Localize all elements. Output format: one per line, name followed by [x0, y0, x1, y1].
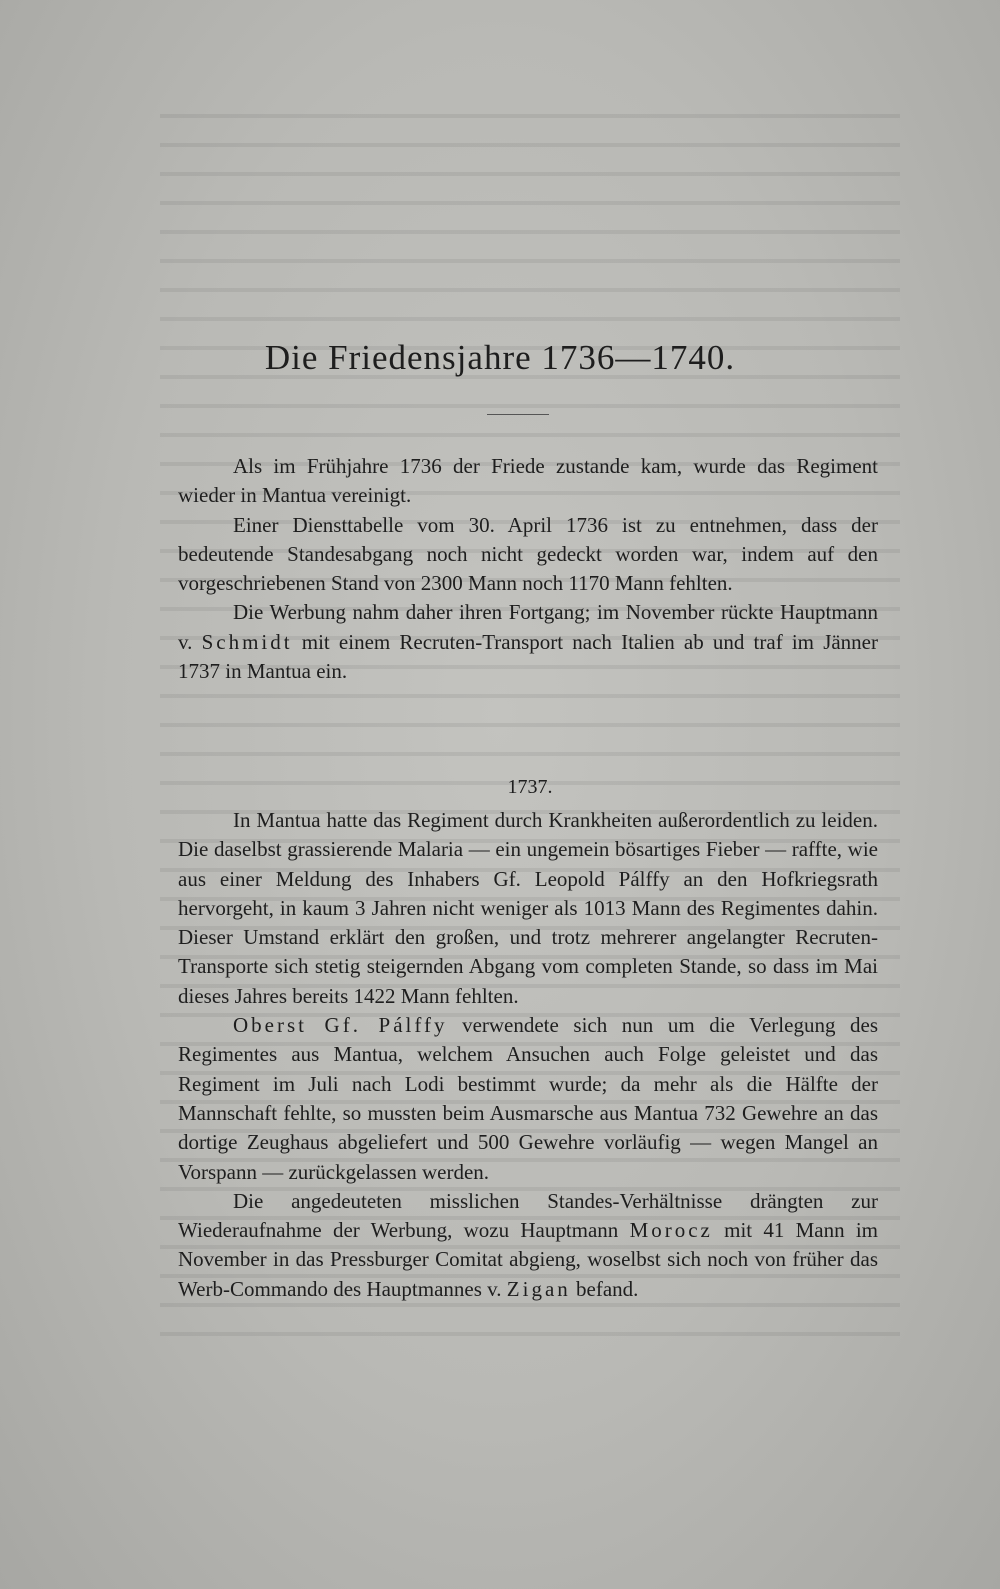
- text: mit einem Recruten-Transport nach Italien ab und traf im Jänner 1737 in Mantua ein.: [178, 629, 878, 684]
- title-divider: [487, 414, 549, 415]
- name-morocz: Morocz: [629, 1218, 713, 1243]
- chapter-title: Die Friedensjahre 1736—1740.: [264, 338, 736, 377]
- text: befand.: [576, 1276, 639, 1301]
- paragraph-diensttabelle: Einer Diensttabelle vom 30. April 1736 ist zu entnehmen, dass der bedeutende Standesabgang noch nicht gedeckt worden war, indem auf den vorgeschriebenen Stand von 2300 Mann noch 1170 Mann fehlten.: [178, 512, 878, 596]
- paragraph-wiederaufnahme: [178, 1187, 878, 1304]
- paragraph-verlegung: [178, 1011, 878, 1187]
- text: verwendete sich nun um die Verlegung des Regimentes aus Mantua, welchem Ansuchen auch Folge geleistet und das Regiment im Juli nach Lodi bestimmt wurde; da mehr als die Hälfte der Mannschaft fehlte, so mussten beim Ausmarsche aus Mantua 732 Gewehre an das dortige Zeughaus abgeliefert und 500 Gewehre vorläufig — wegen Mangel an Vorspann — zurückgelassen werden.: [178, 1013, 879, 1184]
- paragraph-malaria: In Mantua hatte das Regiment durch Krankheiten außerordentlich zu leiden. Die daselbst grassierende Malaria — ein ungemein bösartiges Fieber — raffte, wie aus einer Meldung des Inhabers Gf. Leopold Pálffy an den Hofkriegsrath hervorgeht, in kaum 3 Jahren nicht weniger als 1013 Mann des Regimentes dahin. Dieser Umstand erklärt den großen, und trotz mehrerer angelangter Recruten-Transporte sich stetig steigernden Abgang vom completen Stande, so dass im Mai dieses Jahres bereits 1422 Mann fehlten.: [178, 808, 878, 1008]
- text: mit 41 Mann im November in das Pressburger Comitat abgieng, woselbst sich noch von früher das Werb-Commando des Hauptmannes v.: [178, 1218, 879, 1301]
- paragraph-werbung: [178, 598, 878, 686]
- year-heading: 1737.: [507, 776, 553, 798]
- name-palffy: Oberst Gf. Pálffy: [233, 1013, 448, 1038]
- text: Die Werbung nahm daher ihren Fortgang; im November rückte Hauptmann v.: [178, 600, 878, 654]
- name-zigan: Zigan: [506, 1276, 571, 1301]
- paragraph-peace: Als im Frühjahre 1736 der Friede zustande kam, wurde das Regiment wieder in Mantua vereinigt.: [178, 454, 878, 508]
- text: Die angedeuteten misslichen Standes-Verhältnisse drängten zur Wiederaufnahme der Werbung, wozu Hauptmann: [178, 1188, 878, 1243]
- section-1737: [178, 806, 878, 1304]
- name-schmidt: Schmidt: [201, 629, 293, 654]
- section-1736: [178, 452, 878, 686]
